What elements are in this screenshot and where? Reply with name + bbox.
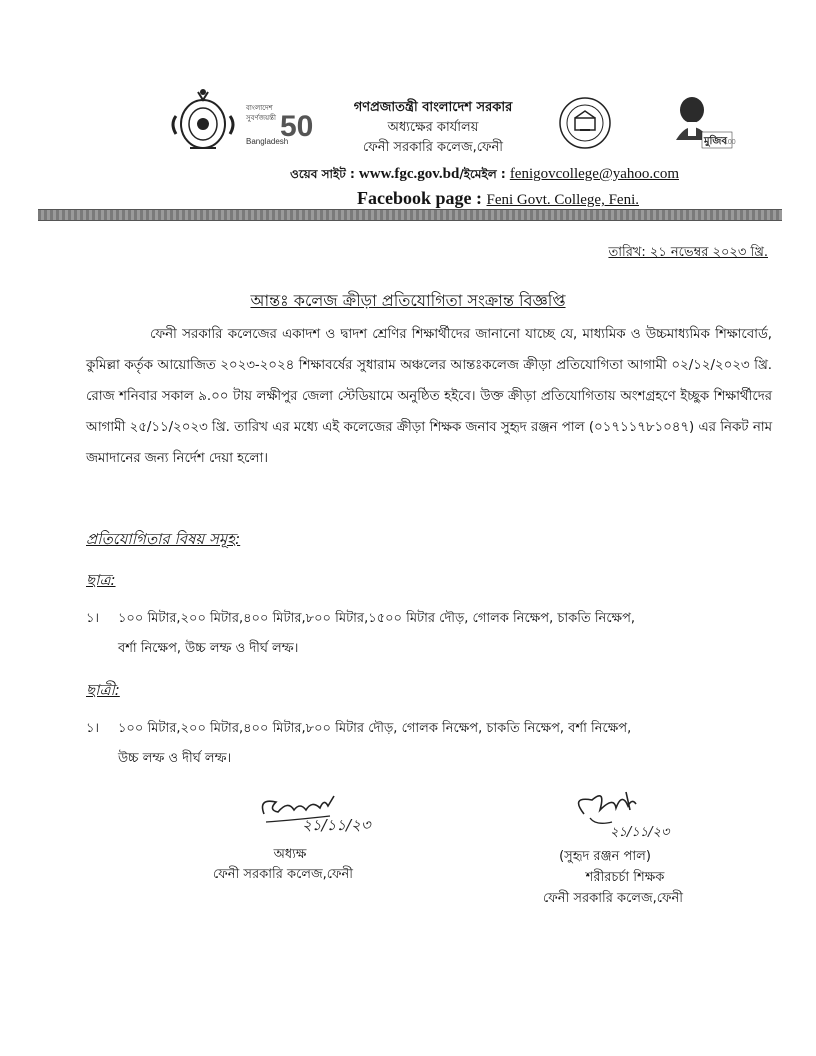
principal-signature [254, 792, 394, 842]
website-email-line [290, 166, 679, 186]
website-link[interactable]: www.fgc.gov.bd [358, 166, 460, 182]
email-label: /ইমেইল : [459, 167, 510, 181]
notice-title [0, 288, 816, 315]
boys-heading: ছাত্র: [86, 571, 116, 589]
girls-heading: ছাত্রী: [86, 681, 120, 699]
email-link[interactable]: fenigovcollege@yahoo.com [509, 166, 679, 182]
notice-body: ফেনী সরকারি কলেজের একাদশ ও দ্বাদশ শ্রেণির শিক্ষার্থীদের জানানো যাচ্ছে যে, মাধ্যমিক ও উচ্চমাধ্যমিক শিক্ষাবোর্ড, কুমিল্লা কর্তৃক আয়োজিত ২০২৩-২০২৪ শিক্ষাবর্ষের সুধারাম অঞ্চলের আন্তঃকলেজ ক্রীড়া প্রতিযোগিতা আগামী ০২/১২/২০২৩ খ্রি. রোজ শনিবার সকাল ৯.০০ টায় লক্ষীপুর জেলা স্টেডিয়ামে অনুষ্ঠিত হইবে। উক্ত ক্রীড়া প্রতিযোগিতায় অংশগ্রহণে ইচ্ছুক শিক্ষার্থীদের আগামী ২৫/১১/২০২৩ খ্রি. তারিখ এর মধ্যে এই কলেজের ক্রীড়া শিক্ষক জনাব সুহৃদ রঞ্জন পাল (০১৭১১৭৮১০৪৭) এর নিকট নাম জমাদানের জন্য নির্দেশ দেয়া হলো। [86, 327, 772, 466]
teacher-name: (সুহৃদ রঞ্জন পাল) [559, 849, 651, 864]
facebook-link[interactable]: Feni Govt. College, Feni. [486, 192, 639, 208]
svg-text:মুজিব: মুজিব [704, 136, 727, 147]
girls-events-line1: ১০০ মিটার,২০০ মিটার,৪০০ মিটার,৮০০ মিটার দৌড়, গোলক নিক্ষেপ, চাকতি নিক্ষেপ, বর্শা নিক্ষেপ, [118, 721, 632, 736]
list-number: ১। [86, 721, 100, 736]
teacher-signature [566, 786, 676, 846]
principal-title: অধ্যক্ষ [273, 847, 307, 862]
svg-text:সুবর্ণজয়ন্তী: সুবর্ণজয়ন্তী [246, 114, 276, 122]
bangladesh-govt-emblem [170, 88, 236, 156]
mujib-centenary-logo [662, 92, 734, 154]
facebook-line [357, 188, 639, 209]
teacher-title: শরীরচর্চা শিক্ষক [585, 870, 665, 885]
subjects-heading: প্রতিযোগিতার বিষয় সমূহ: [86, 530, 241, 548]
notice-date: তারিখ: ২১ নভেম্বর ২০২৩ খ্রি. [608, 245, 768, 260]
girls-events-line2: উচ্চ লম্ফ ও দীর্ঘ লম্ফ। [118, 751, 232, 766]
college-name-header: ফেনী সরকারি কলেজ,ফেনী [362, 140, 503, 155]
teacher-signature-date: ২১/১১/২৩ [610, 825, 670, 840]
list-number: ১। [86, 611, 100, 626]
government-name: গণপ্রজাতন্ত্রী বাংলাদেশ সরকার [353, 100, 513, 115]
boys-events-line2: বর্শা নিক্ষেপ, উচ্চ লম্ফ ও দীর্ঘ লম্ফ। [118, 641, 299, 656]
girls-events-item [86, 714, 776, 774]
header-divider [38, 209, 782, 221]
college-logo [558, 96, 612, 150]
notice-title-text: আন্তঃ কলেজ ক্রীড়া প্রতিযোগিতা সংক্রান্ত বিজ্ঞপ্তি [250, 291, 566, 310]
jubilee-number: 50 [280, 110, 314, 143]
svg-text:100: 100 [724, 139, 736, 146]
jubilee-caption: Bangladesh [246, 137, 289, 146]
golden-jubilee-logo [244, 92, 314, 154]
website-label: ওয়েব সাইট : [290, 167, 359, 181]
office-name: অধ্যক্ষের কার্যালয় [387, 120, 479, 135]
principal-college: ফেনী সরকারি কলেজ,ফেনী [212, 867, 353, 882]
teacher-college: ফেনী সরকারি কলেজ,ফেনী [542, 891, 683, 906]
principal-signature-date: ২১/১১/২৩ [302, 816, 371, 834]
svg-text:বাংলাদেশ: বাংলাদেশ [246, 104, 273, 112]
facebook-label: Facebook page : [357, 188, 487, 208]
boys-events-line1: ১০০ মিটার,২০০ মিটার,৪০০ মিটার,৮০০ মিটার,১৫০০ মিটার দৌড়, গোলক নিক্ষেপ, চাকতি নিক্ষেপ, [118, 611, 636, 626]
boys-events-item [86, 604, 776, 664]
